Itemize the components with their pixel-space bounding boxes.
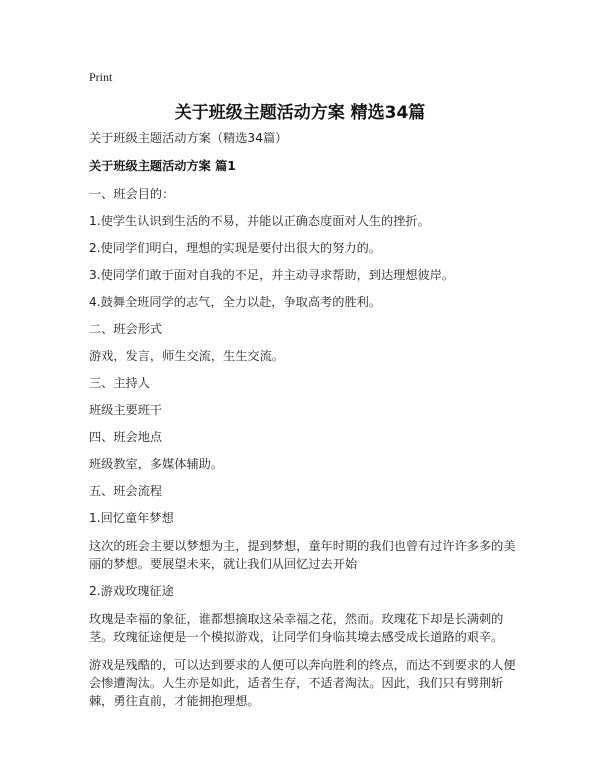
paragraph: 一、班会目的： xyxy=(89,187,175,201)
paragraph: 3.使同学们敢于面对自我的不足，并主动寻求帮助，到达理想彼岸。 xyxy=(89,268,455,282)
subtitle: 关于班级主题活动方案（精选34篇） xyxy=(89,131,288,145)
paragraph: 2.游戏玫瑰征途 xyxy=(89,584,174,598)
paragraph: 五、班会流程 xyxy=(89,484,163,498)
paragraph: 玫瑰是幸福的象征，谁都想摘取这朵幸福之花，然而。玫瑰花下却是长满刺的茎。玫瑰征途便是一个模拟游戏，让同学们身临其境去感受成长道路的艰辛。 xyxy=(89,612,504,644)
paragraph: 班级教室，多媒体辅助。 xyxy=(89,457,224,471)
paragraph: 二、班会形式 xyxy=(89,322,163,336)
document-body xyxy=(89,130,519,720)
print-link[interactable]: Print xyxy=(89,70,113,84)
page-title: 关于班级主题活动方案 精选34篇 xyxy=(174,103,426,123)
paragraph: 1.使学生认识到生活的不易，并能以正确态度面对人生的挫折。 xyxy=(89,214,430,228)
paragraph: 游戏是残酷的，可以达到要求的人便可以奔向胜利的终点，而达不到要求的人便会惨遭淘汰。人生亦是如此，适者生存，不适者淘汰。因此，我们只有劈荆斩棘，勇往直前，才能拥抱理想。 xyxy=(89,658,516,708)
paragraph: 三、主持人 xyxy=(89,376,150,390)
paragraph: 这次的班会主要以梦想为主，提到梦想，童年时期的我们也曾有过许许多多的美丽的梦想。要展望未来，就让我们从回忆过去开始 xyxy=(89,539,516,571)
paragraph: 1.回忆童年梦想 xyxy=(89,511,174,525)
paragraph: 四、班会地点 xyxy=(89,430,163,444)
paragraph: 班级主要班干 xyxy=(89,403,163,417)
paragraph: 4.鼓舞全班同学的志气，全力以赴，争取高考的胜利。 xyxy=(89,295,381,309)
paragraph: 2.使同学们明白，理想的实现是要付出很大的努力的。 xyxy=(89,241,381,255)
paragraph: 游戏，发言，师生交流，生生交流。 xyxy=(89,349,284,363)
section-heading: 关于班级主题活动方案 篇1 xyxy=(89,159,236,173)
